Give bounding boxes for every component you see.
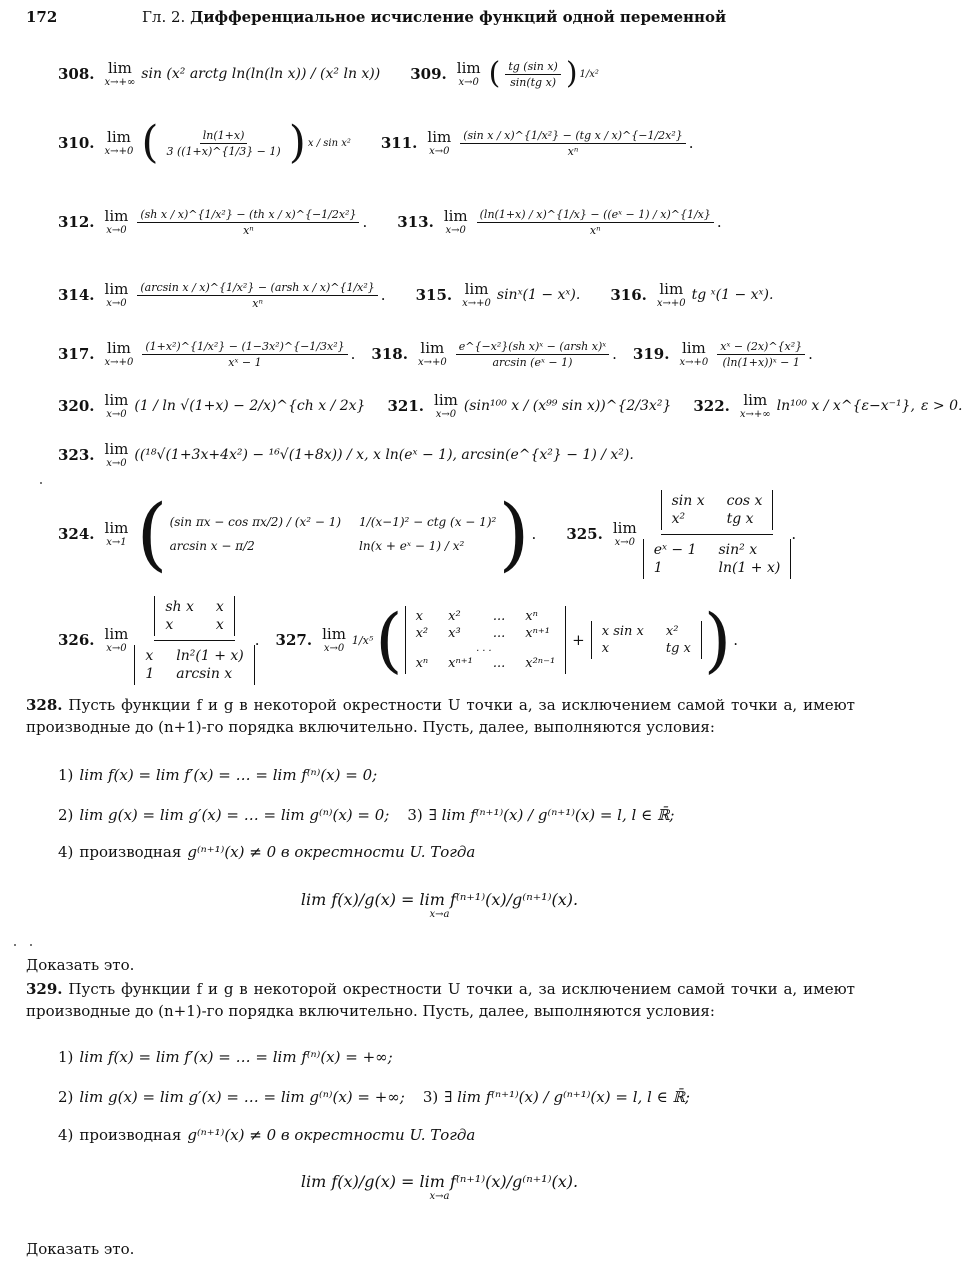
problem-number: 319.: [632, 345, 670, 363]
problem-number: 328.: [26, 696, 63, 714]
problem-328-intro: [26, 694, 855, 738]
row-317-319: [58, 328, 857, 380]
problem-number: 309.: [410, 65, 447, 83]
problem-308: [58, 58, 381, 88]
fraction: e^{−x²}(sh x)ˣ − (arsh x)ˣ arcsin (eˣ − 1): [456, 340, 609, 369]
problem-expression: (1 / ln √(1+x) − 2/x)^{ch x / 2x}: [134, 398, 366, 414]
page-number: 172: [26, 8, 58, 26]
problem-expression: sinˣ(1 − xˣ).: [496, 287, 581, 303]
determinant-327-right: x sin x x² x tg x: [591, 621, 702, 659]
problem-text: Пусть функции f и g в некоторой окрестности U точки a, за исключением самой точки a, имеют производные до (n+1)-го порядка включительно. Пусть, далее, выполняются условия:: [26, 696, 855, 736]
problem-322: [693, 390, 962, 420]
coefficient: 1/x⁵: [351, 633, 374, 647]
problem-number: 310.: [58, 134, 95, 152]
condition-329-2-3: 2) lim g(x) = lim g′(x) = … = lim g⁽ⁿ⁾(x) = +∞; 3) ∃ lim f⁽ⁿ⁺¹⁾(x) / g⁽ⁿ⁺¹⁾(x) = l, l ∈ ℝ̄;: [58, 1088, 690, 1106]
problem-number: 322.: [693, 397, 730, 415]
problem-number: 316.: [610, 286, 647, 304]
limit-operator: lim x→0: [427, 127, 452, 157]
problem-317: 317. lim x→+0 (1+x²)^{1/x²} − (1−3x²)^{−1/3x²} xˣ − 1 .: [58, 338, 356, 369]
determinant-top: sin x cos x x² tg x: [661, 490, 774, 530]
condition-328-2-3: 2) lim g(x) = lim g′(x) = … = lim g⁽ⁿ⁾(x) = 0; 3) ∃ lim f⁽ⁿ⁺¹⁾(x) / g⁽ⁿ⁺¹⁾(x) = l, l ∈ ℝ̄;: [58, 806, 675, 824]
limit-operator: lim x→+∞: [739, 390, 771, 420]
problem-320: [58, 390, 366, 420]
problem-315: [415, 279, 581, 309]
condition-328-1: 1) lim f(x) = lim f′(x) = … = lim f⁽ⁿ⁾(x) = 0;: [58, 766, 378, 784]
problem-325: 325. lim x→0 sin x cos x x² tg x eˣ − 1 sin² x 1 ln(1 + x) .: [566, 490, 796, 579]
determinant-bottom: x ln²(1 + x) 1 arcsin x: [134, 645, 254, 685]
fraction: xˣ − (2x)^{x²} (ln(1+x))ˣ − 1: [717, 340, 805, 369]
fraction: (ln(1+x) / x)^{1/x} − ((eˣ − 1) / x)^{1/x} xⁿ: [477, 208, 714, 237]
limit-operator: lim x→+0: [656, 279, 686, 309]
condition-328-4: 4) производная g⁽ⁿ⁺¹⁾(x) ≠ 0 в окрестности U. Тогда: [58, 843, 476, 861]
problem-309: 309. lim x→0 ( tg (sin x) sin(tg x) ) 1/x²: [410, 56, 599, 91]
problem-number: 311.: [380, 134, 418, 152]
fraction: (arcsin x / x)^{1/x²} − (arsh x / x)^{1/x²} xⁿ: [137, 281, 377, 310]
condition-329-4: 4) производная g⁽ⁿ⁺¹⁾(x) ≠ 0 в окрестности U. Тогда: [58, 1126, 476, 1144]
limit-operator: lim x→+0: [104, 127, 134, 157]
problem-text: Пусть функции f и g в некоторой окрестности U точки a, за исключением самой точки a, имеют производные до (n+1)-го порядка включительно. Пусть, далее, выполняются условия:: [26, 980, 855, 1020]
scan-speck: [40, 482, 42, 484]
fraction: (sh x / x)^{1/x²} − (th x / x)^{−1/2x²} xⁿ: [137, 208, 359, 237]
problem-number: 318.: [371, 345, 408, 363]
determinant-fraction: [643, 490, 792, 579]
determinant-top: sh x x x x: [154, 596, 234, 636]
problem-number: 312.: [58, 213, 95, 231]
fraction: (1+x²)^{1/x²} − (1−3x²)^{−1/3x²} xˣ − 1: [142, 340, 347, 369]
matrix-324: (sin πx − cos πx/2) / (x² − 1) 1/(x−1)² − ctg (x − 1)² arcsin x − π/2 ln(x + eˣ − 1) / x²: [169, 515, 497, 553]
problem-number: 308.: [58, 65, 95, 83]
limit-operator: lim x→0: [104, 624, 129, 654]
determinant-fraction: [134, 596, 254, 685]
problem-311: 311. lim x→0 (sin x / x)^{1/x²} − (tg x / x)^{−1/2x²} xⁿ .: [380, 127, 694, 158]
problem-expression: tg ˣ(1 − xˣ).: [691, 287, 774, 303]
limit-operator: lim x→1: [104, 518, 129, 548]
row-324-325: [58, 482, 857, 586]
limit-operator: lim x→+0: [104, 338, 134, 368]
limit-operator: lim x→+0: [417, 338, 447, 368]
problem-316: [610, 279, 774, 309]
problem-323: [58, 439, 634, 469]
row-323: [58, 430, 857, 480]
problem-number: 324.: [58, 525, 95, 543]
chapter-label: Гл. 2.: [142, 8, 186, 26]
row-308-309: [58, 44, 857, 104]
row-312-313: [58, 184, 857, 260]
limit-operator: lim x→0: [104, 206, 129, 236]
problem-310: 310. lim x→+0 ( ln(1+x) 3 ((1+x)^{1/3} − 1) ) x / sin x²: [58, 117, 351, 168]
problem-number: 326.: [58, 631, 95, 649]
problem-number: 313.: [397, 213, 434, 231]
row-326-327: [58, 590, 857, 690]
problem-321: [387, 390, 672, 420]
limit-operator: lim x→0: [104, 390, 129, 420]
formula-329: lim f(x)/g(x) = lim f⁽ⁿ⁺¹⁾(x)/g⁽ⁿ⁺¹⁾(x). x→a: [300, 1172, 579, 1202]
limit-operator: lim x→0: [104, 279, 129, 309]
limit-operator: lim x→0: [612, 518, 637, 548]
problem-condition: ε > 0.: [920, 398, 962, 414]
limit-operator: lim x→0: [456, 58, 481, 88]
row-320-322: [58, 382, 962, 430]
determinant-327-left: x x² ... xⁿ x² x³ ... xⁿ⁺¹ ... xⁿ xⁿ⁺¹ ... x²ⁿ⁻¹: [405, 606, 567, 674]
problem-number: 315.: [415, 286, 453, 304]
fraction: (sin x / x)^{1/x²} − (tg x / x)^{−1/2x²} xⁿ: [460, 129, 686, 158]
problem-expression: (sin¹⁰⁰ x / (x⁹⁹ sin x))^{2/3x²}: [463, 398, 672, 414]
problem-number: 314.: [58, 286, 95, 304]
limit-operator: lim x→+0: [679, 338, 709, 368]
problem-number: 327.: [275, 631, 313, 649]
formula-328: lim f(x)/g(x) = lim f⁽ⁿ⁺¹⁾(x)/g⁽ⁿ⁺¹⁾(x). x→a: [300, 890, 579, 920]
problem-319: 319. lim x→+0 xˣ − (2x)^{x²} (ln(1+x))ˣ − 1 .: [632, 338, 813, 369]
condition-329-1: 1) lim f(x) = lim f′(x) = … = lim f⁽ⁿ⁾(x) = +∞;: [58, 1048, 393, 1066]
limit-operator: lim x→0: [104, 439, 129, 469]
problem-number: 321.: [387, 397, 425, 415]
limit-operator: lim x→0: [443, 206, 468, 236]
problem-314: 314. lim x→0 (arcsin x / x)^{1/x²} − (arsh x / x)^{1/x²} xⁿ .: [58, 279, 386, 310]
problem-324: 324. lim x→1 ( (sin πx − cos πx/2) / (x² − 1) 1/(x−1)² − ctg (x − 1)² arcsin x − π/2 ln(x + eˣ − 1) / x² ) .: [58, 487, 537, 580]
scan-speck: [30, 944, 32, 946]
fraction: tg (sin x) sin(tg x): [505, 60, 561, 89]
scan-speck: [14, 944, 16, 946]
problem-318: 318. lim x→+0 e^{−x²}(sh x)ˣ − (arsh x)ˣ arcsin (eˣ − 1) .: [371, 338, 617, 369]
problem-327: 327. lim x→0 1/x⁵ ( x x² ... xⁿ x² x³ ... xⁿ⁺¹ ... xⁿ xⁿ⁺¹ ... x²ⁿ⁻¹ + x sin x x² x tg x ) .: [275, 599, 738, 681]
prove-329: Доказать это.: [26, 1240, 135, 1258]
problem-313: 313. lim x→0 (ln(1+x) / x)^{1/x} − ((eˣ − 1) / x)^{1/x} xⁿ .: [397, 206, 722, 237]
limit-operator: lim x→0: [434, 390, 458, 420]
problem-expression: ln¹⁰⁰ x / x^{ε−x⁻¹},: [776, 398, 915, 414]
limit-operator: lim x→0: [322, 624, 346, 654]
problem-number: 323.: [58, 446, 95, 464]
problem-number: 325.: [566, 525, 603, 543]
limit-operator: lim x→+∞: [104, 58, 136, 88]
problem-number: 329.: [26, 980, 63, 998]
problem-326: 326. lim x→0 sh x x x x x ln²(1 + x) 1 arcsin x .: [58, 596, 260, 685]
problem-number: 317.: [58, 345, 95, 363]
chapter-title: Дифференциальное исчисление функций одной переменной: [190, 8, 727, 26]
row-314-316: [58, 262, 857, 328]
fraction: ln(1+x) 3 ((1+x)^{1/3} − 1): [166, 128, 281, 158]
problem-expression: sin (x² arctg ln(ln(ln x)) / (x² ln x)): [141, 66, 381, 82]
problem-expression: ((¹⁸√(1+3x+4x²) − ¹⁶√(1+8x)) / x, x ln(eˣ − 1), arcsin(e^{x²} − 1) / x²).: [134, 447, 634, 463]
running-title: [142, 8, 726, 26]
row-310-311: [58, 104, 857, 182]
prove-328: Доказать это.: [26, 956, 135, 974]
problem-329-intro: [26, 978, 855, 1022]
limit-operator: lim x→+0: [462, 279, 491, 309]
problem-312: 312. lim x→0 (sh x / x)^{1/x²} − (th x / x)^{−1/2x²} xⁿ .: [58, 206, 368, 237]
determinant-bottom: eˣ − 1 sin² x 1 ln(1 + x): [643, 539, 792, 579]
problem-number: 320.: [58, 397, 95, 415]
